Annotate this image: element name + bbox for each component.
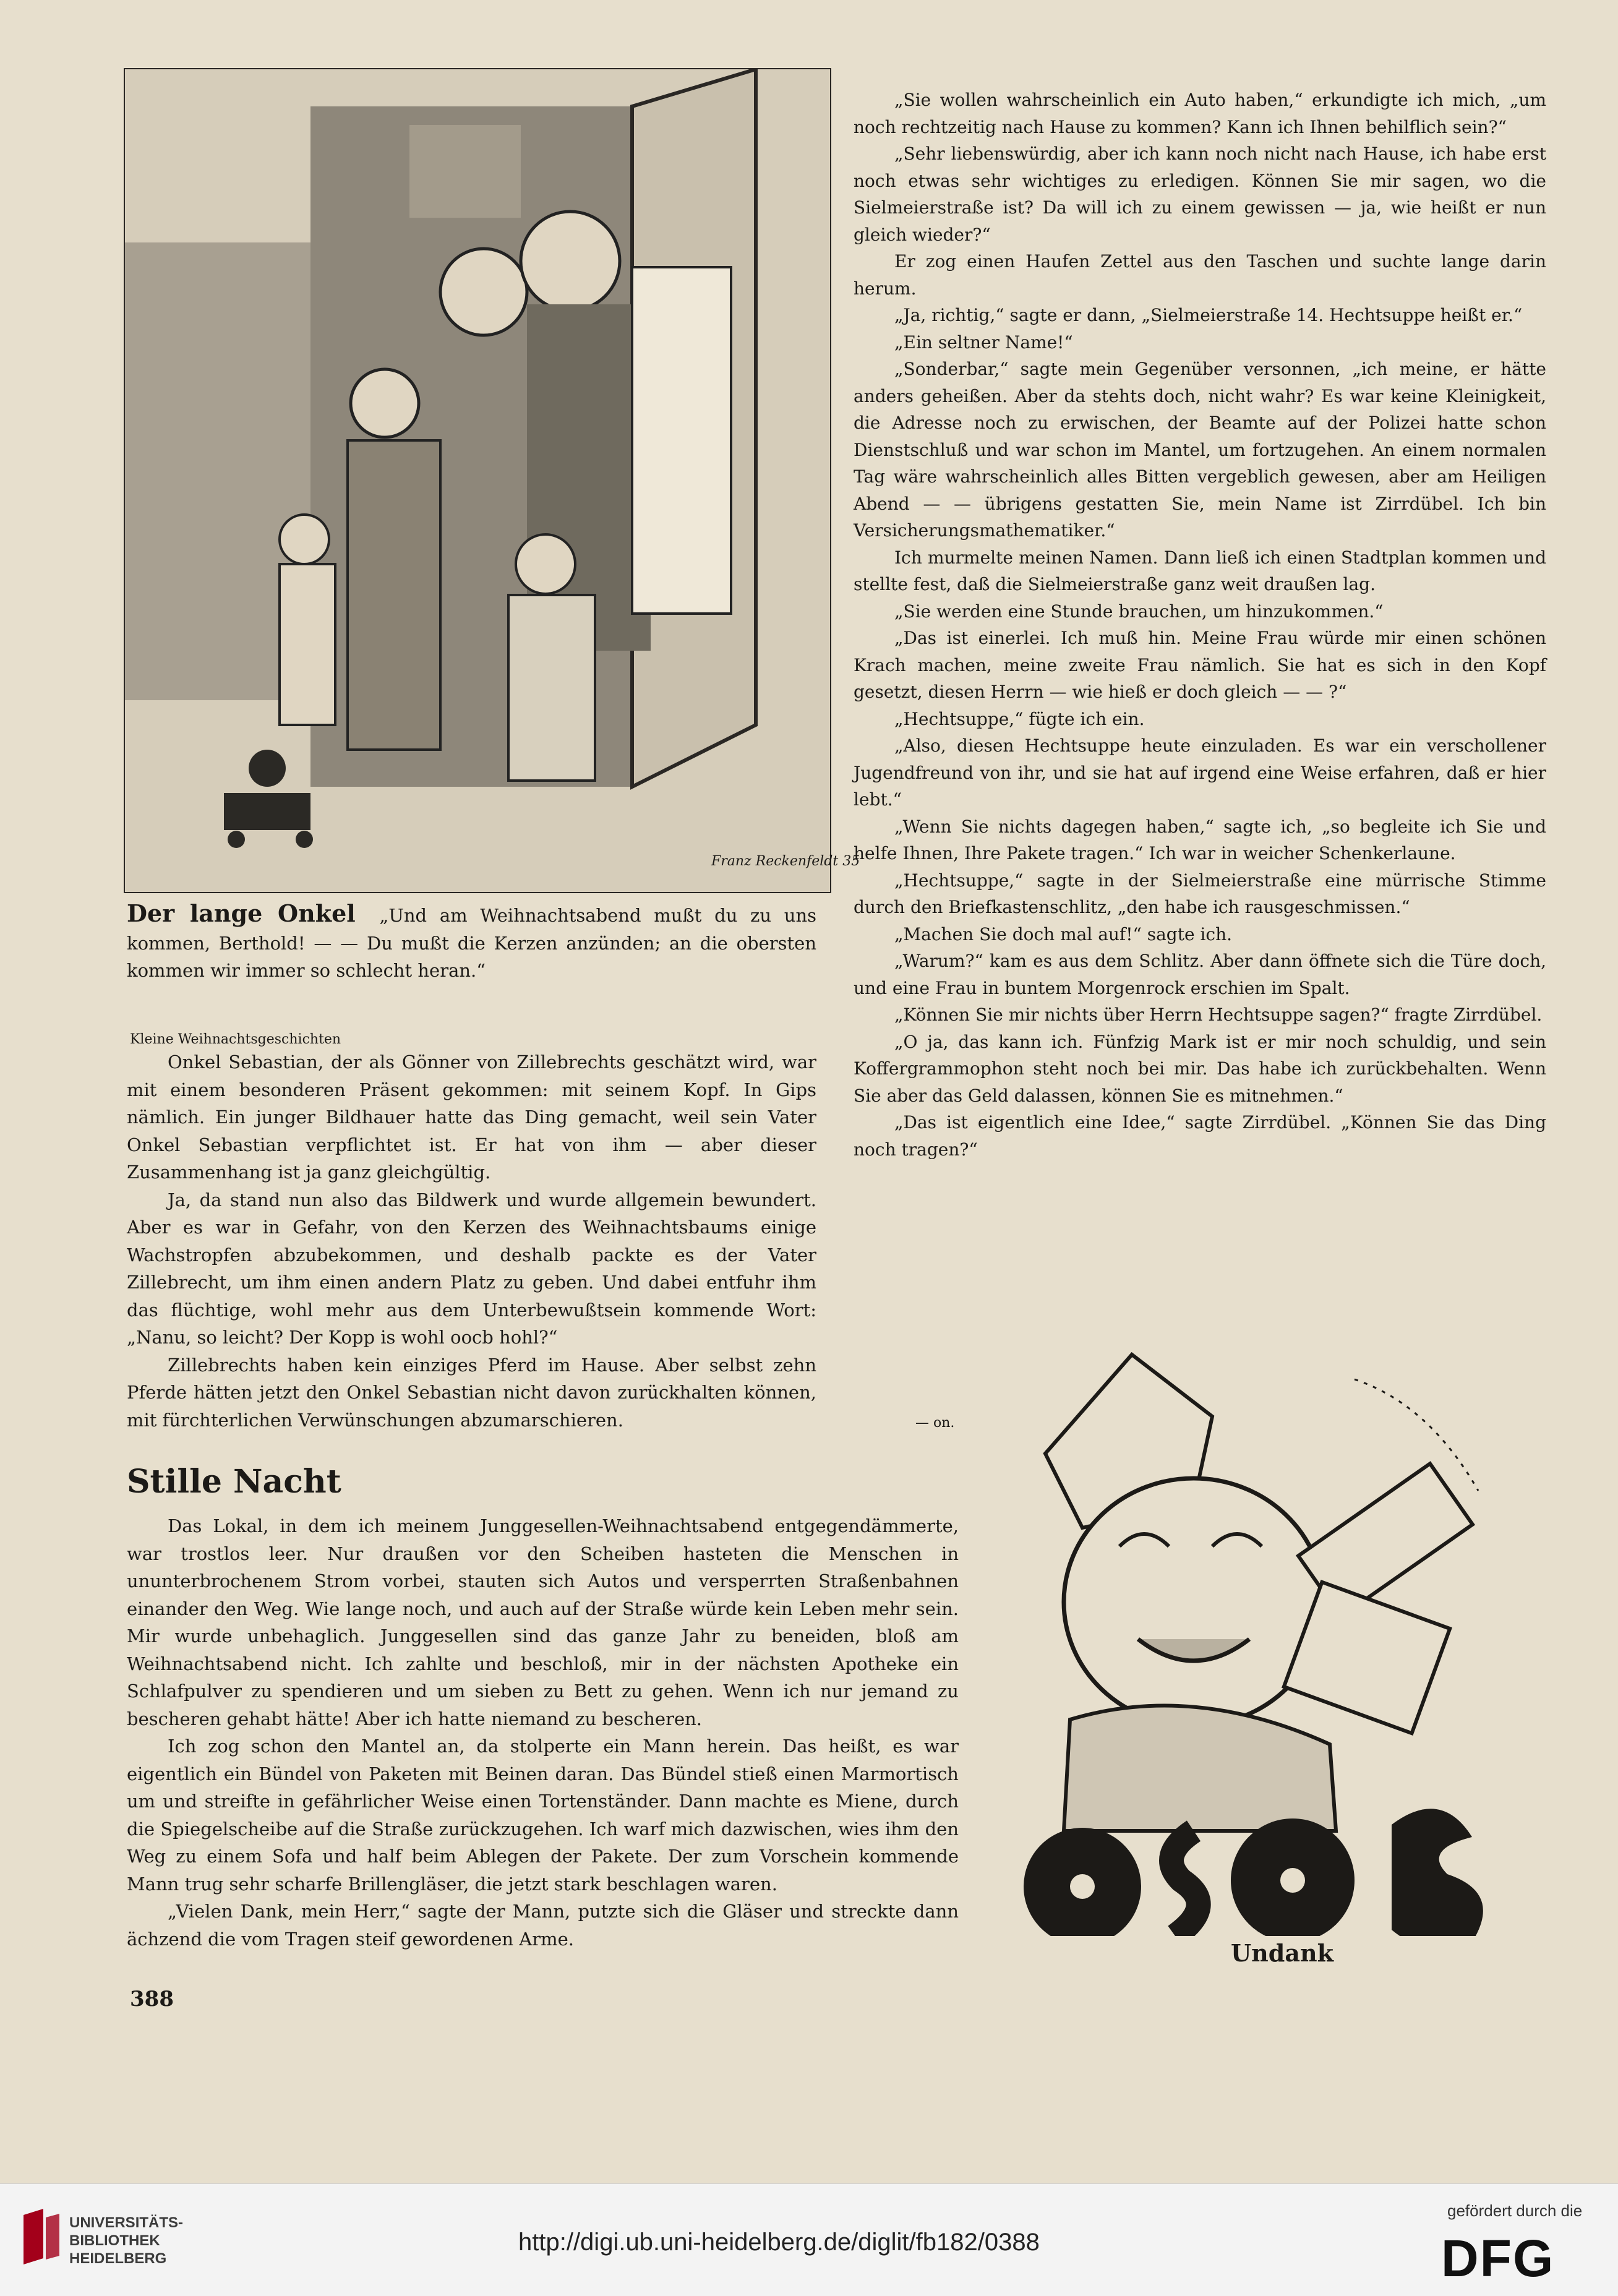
story2-paragraph: „Das ist einerlei. Ich muß hin. Meine Frau würde mir einen schönen Krach machen, meine zweite Frau nämlich. Sie hat es sich in den Kopf gesetzt, diesen Herrn — wie hieß er doch gleich — — ?“ bbox=[854, 628, 1546, 702]
story1-body bbox=[127, 1048, 816, 1434]
story1-signature: — on. bbox=[915, 1415, 955, 1431]
dfg-logo: DFG bbox=[1441, 2229, 1555, 2287]
illustration-ingratitude bbox=[1008, 1342, 1552, 1936]
story1-paragraph: Zillebrechts haben kein einziges Pferd im Hause. Aber selbst zehn Pferde hätten jetzt den Onkel Sebastian nicht davon zurückhalten können, mit fürchterlichen Verwünschungen abzumarschieren. bbox=[127, 1354, 816, 1431]
page-number: 388 bbox=[130, 1987, 174, 2011]
illustration-caption-undank: Undank bbox=[1231, 1939, 1333, 1967]
illustration-long-uncle bbox=[124, 68, 831, 893]
story2-title: Stille Nacht bbox=[127, 1463, 341, 1501]
story2-paragraph: „Wenn Sie nichts dagegen haben,“ sagte ich, „so begleite ich Sie und helfe Ihnen, Ihre Pakete tragen.“ Ich war in weicher Schenkerlaune. bbox=[854, 816, 1546, 863]
viewer-footer bbox=[0, 2183, 1618, 2296]
story2-paragraph: „Sehr liebenswürdig, aber ich kann noch nicht nach Hause, ich habe erst noch etwas sehr wichtiges zu erledigen. Können Sie mir sagen, wo die Sielmeierstraße ist? Da will ich zu einem gewissen — ja, wie heißt er nun gleich wieder?“ bbox=[854, 144, 1546, 245]
caption-text: „Und am Weihnachtsabend mußt du zu uns kommen, Berthold! — — Du mußt die Kerzen anzünden; an die obersten kommen wir immer so schlecht heran.“ bbox=[127, 905, 816, 981]
story2-paragraph: „Das ist eigentlich eine Idee,“ sagte Zirrdübel. „Können Sie das Ding noch tragen?“ bbox=[854, 1112, 1546, 1160]
story2-paragraph: „Warum?“ kam es aus dem Schlitz. Aber dann öffnete sich die Türe doch, und eine Frau in buntem Morgenrock erschien im Spalt. bbox=[854, 951, 1546, 998]
story1-paragraph: Ja, da stand nun also das Bildwerk und wurde allgemein bewundert. Aber es war in Gefahr, von den Kerzen des Weihnachtsbaums einige Wachstropfen abzubekommen, und deshalb packte es der Vater Zillebrecht, um ihm einen andern Platz zu geben. Und dabei entfuhr ihm das flüchtige, wohl mehr aus dem Unterbewußtsein kommende Wort: „Nanu, so leicht? Der Kopp is wohl oocb hohl?“ bbox=[127, 1189, 816, 1348]
permalink-url[interactable]: http://digi.ub.uni-heidelberg.de/diglit/fb182/0388 bbox=[518, 2229, 1040, 2256]
sponsor-caption: gefördert durch die bbox=[1447, 2201, 1583, 2220]
story2-paragraph: „Machen Sie doch mal auf!“ sagte ich. bbox=[894, 923, 1233, 945]
story2-paragraph: „Sie werden eine Stunde brauchen, um hinzukommen.“ bbox=[894, 601, 1384, 622]
section-small-heading: Kleine Weihnachtsgeschichten bbox=[130, 1032, 341, 1047]
story2-paragraph: „Ja, richtig,“ sagte er dann, „Sielmeierstraße 14. Hechtsuppe heißt er.“ bbox=[894, 305, 1523, 325]
story2-paragraph: „Sie wollen wahrscheinlich ein Auto haben,“ erkundigte ich mich, „um noch rechtzeitig nach Hause zu kommen? Kann ich Ihnen behilflich sein?“ bbox=[854, 90, 1546, 137]
university-library-logo-icon bbox=[19, 2209, 62, 2264]
story2-paragraph: „Hechtsuppe,“ fügte ich ein. bbox=[894, 708, 1145, 729]
story2-paragraph: „Hechtsuppe,“ sagte in der Sielmeierstraße eine mürrische Stimme durch den Briefkastenschlitz, „den habe ich rausgeschmissen.“ bbox=[854, 870, 1546, 917]
story2-left-column bbox=[127, 1512, 959, 1953]
story2-paragraph: „Sonderbar,“ sagte mein Gegenüber versonnen, „ich meine, er hätte anders geheißen. Aber da stehts doch, nicht wahr? Es war keine Kleinigkeit, die Adresse noch zu erwischen, der Beamte auf der Polizei hatte schon Dienstschluß und war schon im Mantel, um fortzugehen. An einem normalen Tag wäre wahrscheinlich alles Bitten vergeblich gewesen, aber am Heiligen Abend — — übrigens gestatten Sie, mein Name ist Zirrdübel. Ich bin Versicherungsmathematiker.“ bbox=[854, 359, 1546, 541]
story2-paragraph: Er zog einen Haufen Zettel aus den Taschen und suchte lange darin herum. bbox=[854, 251, 1546, 299]
story1-paragraph: Onkel Sebastian, der als Gönner von Zillebrechts geschätzt wird, war mit einem besonderen Präsent gekommen: mit seinem Kopf. In Gips nämlich. Ein junger Bildhauer hatte das Ding gemacht, weil sein Vater Onkel Sebastian verpflichtet ist. Er hat von ihm — aber dieser Zusammenhang ist ja ganz gleichgültig. bbox=[127, 1052, 816, 1183]
story2-paragraph: „Können Sie mir nichts über Herrn Hechtsuppe sagen?“ fragte Zirrdübel. bbox=[894, 1004, 1543, 1025]
caption-block bbox=[127, 900, 816, 985]
caption-title: Der lange Onkel bbox=[127, 899, 356, 927]
story2-paragraph: „O ja, das kann ich. Fünfzig Mark ist er mir noch schuldig, und sein Koffergrammophon steht noch bei mir. Das habe ich zurückbehalten. Wenn Sie aber das Geld dalassen, können Sie es mitnehmen.“ bbox=[854, 1031, 1546, 1106]
story2-paragraph: Das Lokal, in dem ich meinem Junggesellen-Weihnachtsabend entgegendämmerte, war trostlos leer. Nur draußen vor den Scheiben hasteten die Menschen in ununterbrochenem Strom vorbei, stauten sich Autos und versperrten Straßenbahnen einander den Weg. Wie lange noch, und auch auf der Straße würde kein Leben mehr sein. Mir wurde unbehaglich. Junggesellen sind das ganze Jahr zu beneiden, bloß am Weihnachtsabend nicht. Ich zahlte und beschloß, mir in der nächsten Apotheke ein Schlafpulver zu spendieren und um sieben zu Bett zu gehen. Wenn ich nur jemand zu bescheren gehabt hätte! Aber ich hatte niemand zu bescheren. bbox=[127, 1515, 959, 1729]
story2-paragraph: „Ein seltner Name!“ bbox=[894, 332, 1073, 353]
story2-paragraph: Ich murmelte meinen Namen. Dann ließ ich einen Stadtplan kommen und stellte fest, daß die Sielmeierstraße ganz weit draußen lag. bbox=[854, 547, 1546, 594]
story2-right-column bbox=[854, 87, 1546, 1163]
university-library-name: UNIVERSITÄTS- BIBLIOTHEK HEIDELBERG bbox=[69, 2214, 184, 2267]
story2-paragraph: Ich zog schon den Mantel an, da stolperte ein Mann herein. Das heißt, es war eigentlich ein Bündel von Paketen mit Beinen daran. Das Bündel stieß einen Marmortisch um und streifte in gefährlicher Weise einen Tortenständer. Dann machte es Miene, durch die Spiegelscheibe auf die Straße zurückzugehen. Ich warf mich dazwischen, wies ihm den Weg zu einem Sofa und half beim Ablegen der Pakete. Der zum Vorschein kommende Mann trug sehr scharfe Brillengläser, die jetzt stark beschlagen waren. bbox=[127, 1736, 959, 1895]
story2-paragraph: „Also, diesen Hechtsuppe heute einzuladen. Es war ein verschollener Jugendfreund von ihr, und sie hat auf irgend eine Weise erfahren, daß er hier lebt.“ bbox=[854, 735, 1546, 810]
illustration-signature: Franz Reckenfeldt 35 bbox=[711, 854, 860, 869]
story2-paragraph: „Vielen Dank, mein Herr,“ sagte der Mann, putzte sich die Gläser und streckte dann ächzend die vom Tragen steif gewordenen Arme. bbox=[127, 1901, 959, 1950]
